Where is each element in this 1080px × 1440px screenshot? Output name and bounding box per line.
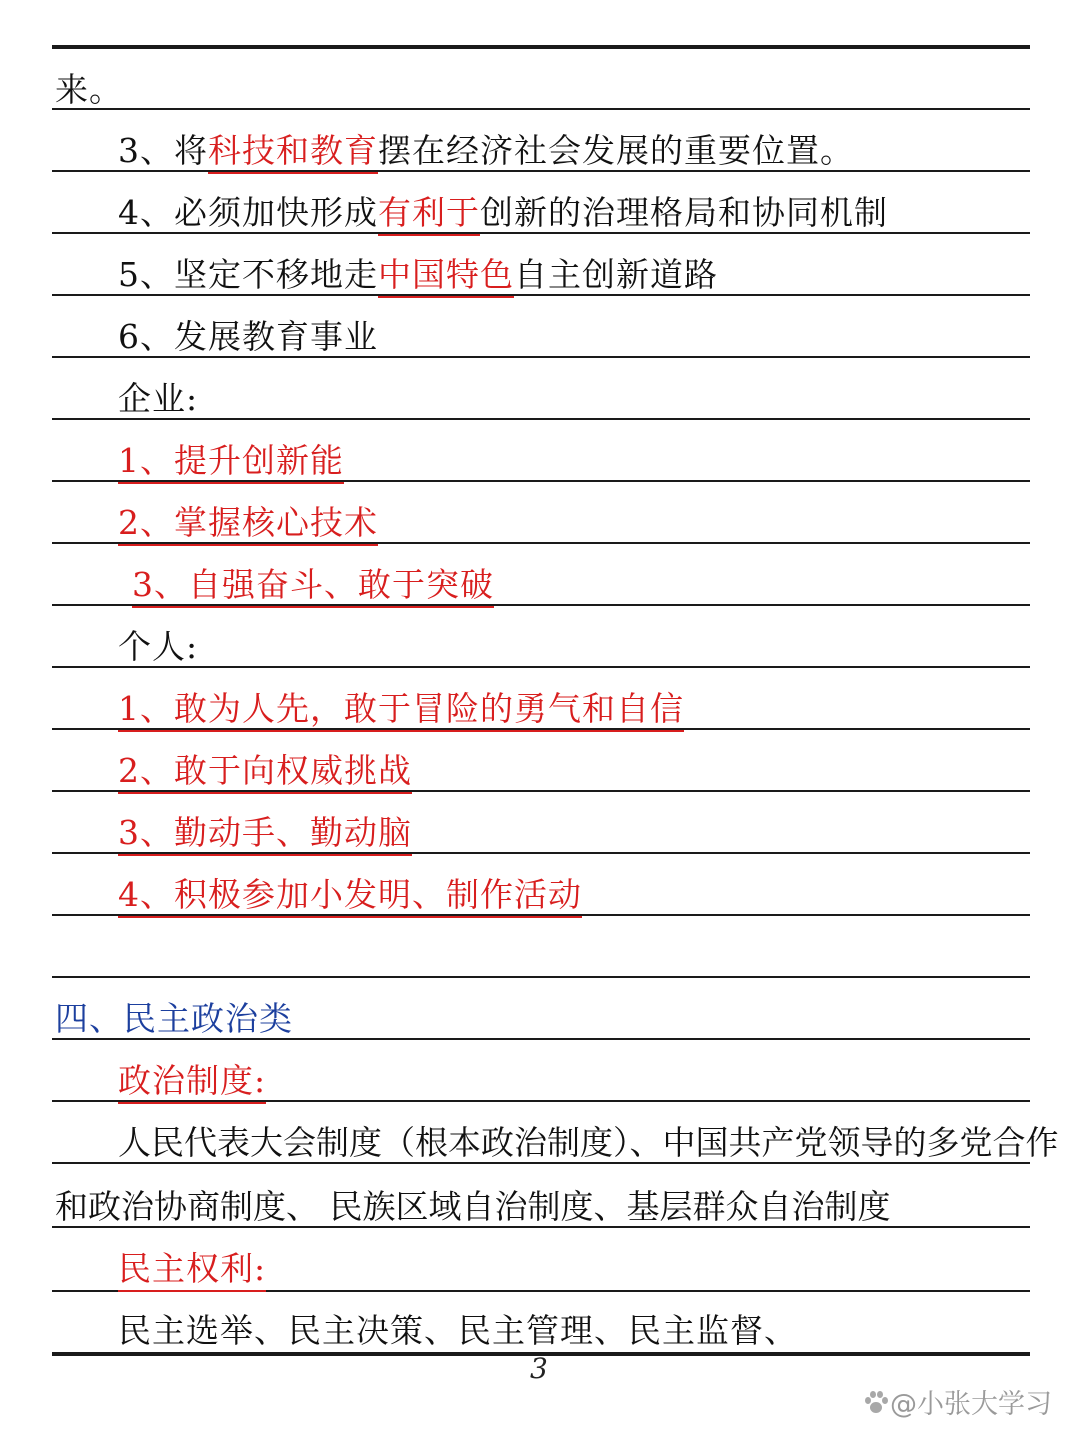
text-line-individual-1 — [118, 689, 684, 729]
highlighted-phrase: 民主权利: — [118, 1249, 266, 1292]
text-segment: 4、必须加快形成 — [118, 193, 378, 232]
text-line-item-6 — [118, 317, 378, 357]
text-line-continuation — [55, 70, 123, 110]
highlighted-phrase: 1、敢为人先，敢于冒险的勇气和自信 — [118, 689, 684, 732]
text-segment: 自主创新道路 — [514, 255, 718, 294]
text-line-item-5 — [118, 255, 718, 295]
text-line-enterprise-2 — [118, 503, 378, 543]
paw-icon — [862, 1389, 888, 1415]
highlighted-phrase: 4、积极参加小发明、制作活动 — [118, 875, 582, 918]
text-line-individual-3 — [118, 813, 412, 853]
rule — [52, 666, 1030, 668]
text-segment: 来。 — [55, 70, 123, 109]
subheading-political-system — [118, 1061, 266, 1101]
highlighted-phrase: 3、勤动手、勤动脑 — [118, 813, 412, 856]
text-line-political-system-2 — [55, 1187, 891, 1227]
text-segment: 创新的治理格局和协同机制 — [480, 193, 888, 232]
highlighted-phrase: 有利于 — [378, 193, 480, 236]
rule — [52, 418, 1030, 420]
subheading-individual — [118, 627, 198, 667]
text-segment: 个人: — [118, 627, 199, 666]
text-line-enterprise-3 — [132, 565, 494, 605]
highlighted-phrase: 3、自强奋斗、敢于突破 — [132, 565, 494, 608]
highlighted-phrase: 2、敢于向权威挑战 — [118, 751, 412, 794]
text-segment: 企业: — [118, 379, 199, 418]
watermark — [862, 1382, 1052, 1421]
highlighted-phrase: 2、掌握核心技术 — [118, 503, 378, 546]
text-segment: 摆在经济社会发展的重要位置。 — [378, 131, 854, 170]
page-number: 3 — [530, 1352, 548, 1385]
text-line-enterprise-1 — [118, 441, 344, 481]
text-segment: 民主选举、民主决策、民主管理、民主监督、 — [118, 1311, 798, 1350]
subheading-enterprise — [118, 379, 198, 419]
text-segment: 人民代表大会制度（根本政治制度）、中国共产党领导的多党合作 — [118, 1123, 1059, 1162]
subheading-democratic-rights — [118, 1249, 266, 1289]
text-segment: 3、将 — [118, 131, 208, 170]
highlighted-phrase: 科技和教育 — [208, 131, 378, 174]
text-line-item-3 — [118, 131, 854, 171]
highlighted-phrase: 1、提升创新能 — [118, 441, 344, 484]
text-line-item-4 — [118, 193, 888, 233]
text-segment: 6、发展教育事业 — [118, 317, 378, 356]
text-segment: 和政治协商制度、 民族区域自治制度、基层群众自治制度 — [55, 1187, 891, 1226]
highlighted-phrase: 中国特色 — [378, 255, 514, 298]
rule — [52, 108, 1030, 110]
text-line-democratic-rights — [118, 1311, 798, 1351]
text-line-individual-2 — [118, 751, 412, 791]
watermark-text: @小张大学习 — [890, 1389, 1052, 1420]
highlighted-phrase: 政治制度: — [118, 1061, 266, 1104]
section-title: 四、民主政治类 — [55, 999, 293, 1038]
text-line-political-system-1 — [118, 1123, 1059, 1163]
text-segment: 5、坚定不移地走 — [118, 255, 378, 294]
section-heading — [55, 999, 293, 1039]
top-rule — [52, 45, 1030, 49]
text-line-individual-4 — [118, 875, 582, 915]
rule — [52, 976, 1030, 978]
